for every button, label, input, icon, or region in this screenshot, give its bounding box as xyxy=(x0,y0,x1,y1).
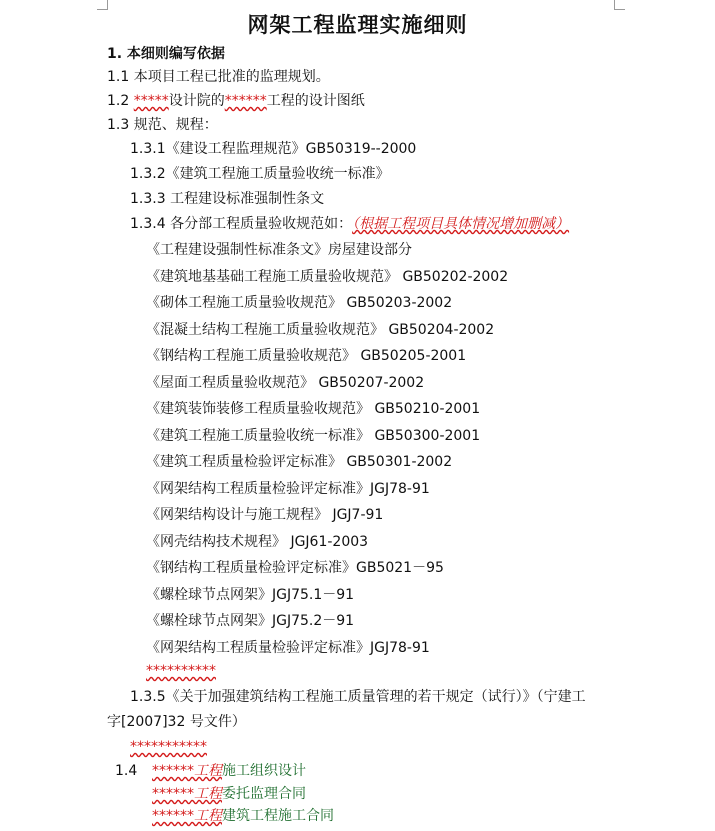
document-title: 委托监理合同 xyxy=(222,786,306,802)
clause-1-4-item xyxy=(152,807,334,825)
clause-1-3-5-continued: 字[2007]32 号文件） xyxy=(107,714,246,730)
clause-1-4-item xyxy=(152,785,306,803)
placeholder-stars: *********** xyxy=(130,739,207,755)
clause-1-3-4-text: 1.3.4 各分部工程质量验收规范如： xyxy=(130,216,353,232)
standard-item: 《网架结构设计与施工规程》 JGJ7-91 xyxy=(146,507,384,523)
document-title: 施工组织设计 xyxy=(222,763,306,779)
placeholder-stars: ***** xyxy=(133,93,169,109)
placeholder-stars: ****** xyxy=(152,786,194,802)
clause-1-3-1: 1.3.1《建设工程监理规范》GB50319--2000 xyxy=(130,141,417,157)
section-heading: 1. 本细则编写依据 xyxy=(107,46,225,62)
document-title: 建筑工程施工合同 xyxy=(222,808,334,824)
standard-item: 《混凝土结构工程施工质量验收规范》 GB50204-2002 xyxy=(146,322,495,338)
clause-1-3-5: 1.3.5《关于加强建筑结构工程施工质量管理的若干规定（试行）》（宁建工 xyxy=(130,689,586,705)
standard-item: 《工程建设强制性标准条文》房屋建设部分 xyxy=(146,242,412,258)
clause-1-3: 1.3 规范、规程： xyxy=(107,117,218,133)
standard-item: 《钢结构工程质量检验评定标准》GB5021－95 xyxy=(146,560,444,576)
placeholder-stars: ********** xyxy=(146,663,216,679)
standard-item: 《钢结构工程施工质量验收规范》 GB50205-2001 xyxy=(146,348,467,364)
standard-item: 《网壳结构技术规程》 JGJ61-2003 xyxy=(146,534,369,550)
clause-1-2-mid: 设计院的 xyxy=(168,93,225,109)
clause-1-3-4 xyxy=(130,215,569,233)
clause-1-1: 1.1 本项目工程已批准的监理规划。 xyxy=(107,69,330,85)
placeholder-stars: ****** xyxy=(224,93,267,109)
standard-item: 《建筑装饰装修工程质量验收规范》 GB50210-2001 xyxy=(146,401,481,417)
clause-1-4-number: 1.4 xyxy=(115,763,138,779)
clause-1-4-item xyxy=(152,762,306,780)
clause-1-3-4-note: （根据工程项目具体情况增加删减） xyxy=(352,216,570,232)
clause-1-2-prefix: 1.2 xyxy=(107,93,134,109)
clause-1-2-suffix: 工程的设计图纸 xyxy=(266,93,365,109)
page-title: 网架工程监理实施细则 xyxy=(247,13,468,37)
clause-1-3-2: 1.3.2《建筑工程施工质量验收统一标准》 xyxy=(130,166,390,182)
standard-item: 《建筑地基基础工程施工质量验收规范》 GB50202-2002 xyxy=(146,269,509,285)
project-name: 工程 xyxy=(194,786,222,802)
standard-item: 《螺栓球节点网架》JGJ75.1－91 xyxy=(146,587,355,603)
project-name: 工程 xyxy=(194,808,222,824)
standard-item: 《网架结构工程质量检验评定标准》JGJ78-91 xyxy=(146,640,430,656)
standard-item: 《屋面工程质量验收规范》 GB50207-2002 xyxy=(146,375,425,391)
standard-item: 《网架结构工程质量检验评定标准》JGJ78-91 xyxy=(146,481,430,497)
clause-1-2 xyxy=(107,92,365,110)
placeholder-stars: ****** xyxy=(152,763,194,779)
standard-item: 《建筑工程施工质量验收统一标准》 GB50300-2001 xyxy=(146,428,481,444)
placeholder-stars: ****** xyxy=(152,808,194,824)
standard-item: 《砌体工程施工质量验收规范》 GB50203-2002 xyxy=(146,295,453,311)
standard-item: 《建筑工程质量检验评定标准》 GB50301-2002 xyxy=(146,454,453,470)
clause-1-3-3: 1.3.3 工程建设标准强制性条文 xyxy=(130,191,325,207)
project-name: 工程 xyxy=(194,763,222,779)
standard-item: 《螺栓球节点网架》JGJ75.2－91 xyxy=(146,613,355,629)
